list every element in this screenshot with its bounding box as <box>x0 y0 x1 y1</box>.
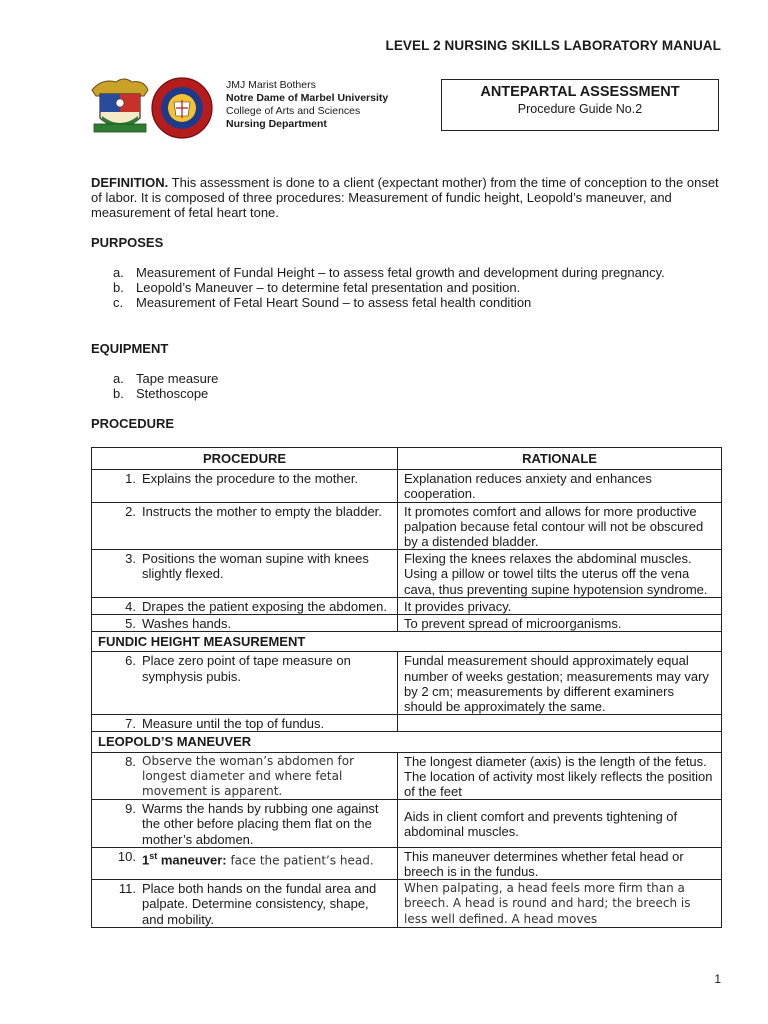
table-row <box>92 550 722 598</box>
rationale-text: Fundal measurement should approximately equal number of weeks gestation; measurements may vary by 2 cm; measurements by different examiners should be approximately the same. <box>398 652 722 715</box>
step-text: Instructs the mother to empty the bladder. <box>142 503 382 519</box>
step-text: Place both hands on the fundal area and palpate. Determine consistency, shape, and mobility. <box>142 881 377 927</box>
school-line-1: JMJ Marist Bothers <box>226 79 316 91</box>
rationale-text: Explanation reduces anxiety and enhances cooperation. <box>398 470 722 502</box>
section-title-fundic-height: FUNDIC HEIGHT MEASUREMENT <box>92 632 722 652</box>
manual-title: LEVEL 2 NURSING SKILLS LABORATORY MANUAL <box>385 38 721 53</box>
table-row <box>92 470 722 502</box>
step-number: 11. <box>118 881 136 897</box>
table-row <box>92 800 722 848</box>
rationale-text: It provides privacy. <box>398 597 722 614</box>
list-text: Tape measure <box>136 371 219 386</box>
section-title-leopolds-maneuver: LEOPOLD’S MANEUVER <box>92 732 722 752</box>
list-item <box>113 280 713 295</box>
school-info <box>226 79 388 131</box>
table-row <box>92 502 722 550</box>
list-text: Measurement of Fetal Heart Sound – to assess fetal health condition <box>136 295 532 311</box>
list-item <box>113 386 713 401</box>
rationale-text-part: The longest diameter (axis) is the length of the fetus. The location of activity most likely reflects the position of the feet <box>404 753 713 800</box>
step-number: 4. <box>125 598 136 614</box>
equipment-heading: EQUIPMENT <box>91 341 169 356</box>
step-number: 7. <box>125 716 136 732</box>
procedure-table <box>91 447 722 928</box>
step-number: 6. <box>125 653 136 669</box>
step-text: Place zero point of tape measure on symphysis pubis. <box>142 653 351 684</box>
step-number: 10. <box>117 848 136 864</box>
step-text: Warms the hands by rubbing one against the other before placing them flat on the mother’s abdomen. <box>142 801 379 847</box>
list-text: Stethoscope <box>136 386 209 402</box>
university-seal-icon <box>92 79 148 132</box>
purposes-heading: PURPOSES <box>91 235 164 250</box>
procedure-guide-number: Procedure Guide No.2 <box>517 102 643 116</box>
step-number: 3. <box>125 551 136 567</box>
step-number: 5. <box>125 616 136 632</box>
section-row <box>92 732 722 752</box>
table-row <box>92 752 722 800</box>
list-item <box>113 371 713 386</box>
table-row <box>92 715 722 732</box>
school-line-3: College of Arts and Sciences <box>226 105 361 117</box>
step-bold-label: maneuver: <box>157 852 227 868</box>
step-bold-number: 1 <box>142 852 150 868</box>
table-row <box>92 652 722 715</box>
step-number: 8. <box>125 753 136 769</box>
step-text: Observe the woman’s abdomen for longest diameter and where fetal movement is apparent. <box>142 753 355 799</box>
list-marker: a. <box>113 371 124 386</box>
page-number: 1 <box>714 972 721 986</box>
rationale-text <box>398 752 722 800</box>
list-marker: b. <box>113 386 124 402</box>
section-row <box>92 632 722 652</box>
step-text: Washes hands. <box>142 616 232 632</box>
procedure-title: ANTEPARTAL ASSESSMENT <box>480 84 680 100</box>
table-row <box>92 597 722 614</box>
list-marker: a. <box>113 265 124 280</box>
rationale-text: Flexing the knees relaxes the abdominal muscles. Using a pillow or towel tilts the uterus off the vena cava, thus preventing supine hypotension syndrome. <box>398 550 722 598</box>
procedure-title-box <box>441 79 719 131</box>
table-header-row <box>92 448 722 470</box>
step-text <box>142 849 374 869</box>
step-text-rest: face the patient’s head. <box>226 853 374 868</box>
rationale-text: This maneuver determines whether fetal head or breech is in the fundus. <box>398 847 722 879</box>
rationale-text: It promotes comfort and allows for more productive palpation because fetal contour will not be obscured by a distended bladder. <box>398 502 722 550</box>
step-number: 2. <box>125 503 136 519</box>
step-text: Positions the woman supine with knees slightly flexed. <box>142 551 369 582</box>
university-logos <box>88 72 213 144</box>
college-seal-icon <box>152 78 212 138</box>
step-text: Explains the procedure to the mother. <box>142 471 359 487</box>
step-number: 1. <box>125 471 136 487</box>
rationale-text <box>398 715 722 732</box>
list-marker: c. <box>113 295 124 311</box>
definition-label: DEFINITION. <box>91 175 169 190</box>
step-text: Drapes the patient exposing the abdomen. <box>142 598 388 614</box>
column-header-procedure: PROCEDURE <box>92 448 398 470</box>
list-marker: b. <box>113 280 124 296</box>
list-text: Leopold’s Maneuver – to determine fetal presentation and position. <box>136 280 521 296</box>
school-line-4: Nursing Department <box>226 118 327 130</box>
table-row <box>92 847 722 879</box>
procedure-heading: PROCEDURE <box>91 416 175 431</box>
rationale-text: Aids in client comfort and prevents tightening of abdominal muscles. <box>398 800 722 848</box>
list-item <box>113 295 713 310</box>
table-row <box>92 615 722 632</box>
table-row <box>92 880 722 928</box>
purposes-list <box>113 265 713 311</box>
step-ordinal-suffix: st <box>149 850 158 861</box>
list-item <box>113 265 713 280</box>
definition-paragraph <box>91 175 721 221</box>
school-line-2: Notre Dame of Marbel University <box>226 92 389 104</box>
step-text: Measure until the top of fundus. <box>142 716 325 732</box>
rationale-text: When palpating, a head feels more firm than a breech. A head is round and hard; the breech is less well defined. A head moves <box>398 880 722 928</box>
rationale-text: To prevent spread of microorganisms. <box>398 615 722 632</box>
definition-text: This assessment is done to a client (expectant mother) from the time of conception to the onset of labor. It is composed of three procedures: Measurement of fundic height, Leopold’s maneuver, and measurement of fetal heart tone. <box>91 175 719 221</box>
column-header-rationale: RATIONALE <box>398 448 722 470</box>
equipment-list <box>113 371 713 401</box>
list-text: Measurement of Fundal Height – to assess fetal growth and development during pregnancy. <box>136 265 665 280</box>
step-number: 9. <box>125 801 136 817</box>
